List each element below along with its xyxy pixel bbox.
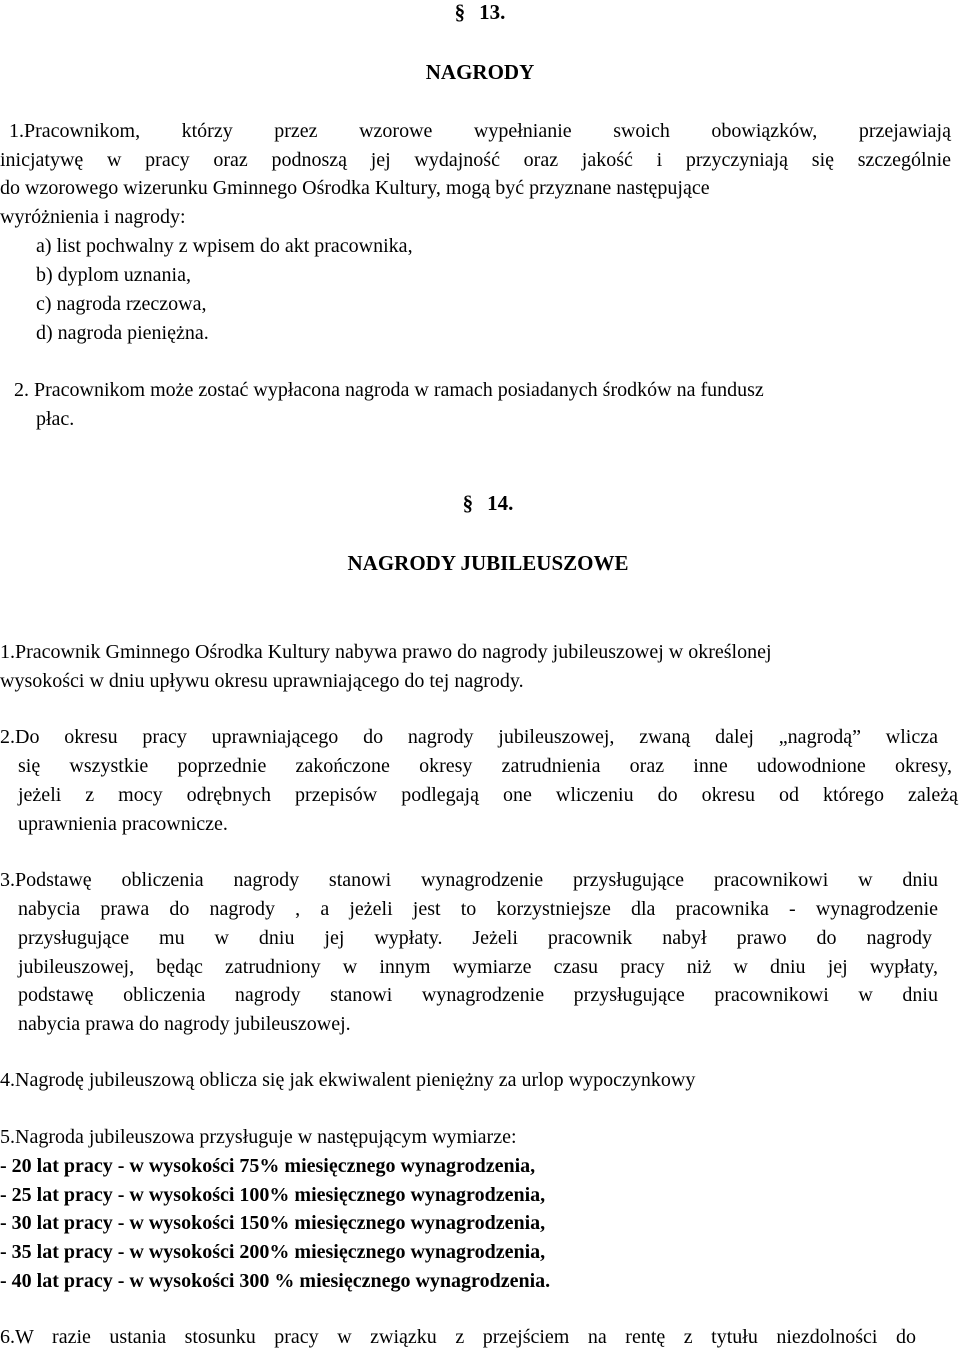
s14-p1-line-2: wysokości w dniu upływu okresu uprawniającego do tej nagrody. [0,670,524,692]
section-14-number: § 14. [462,491,514,515]
section-sign-icon: § [454,0,466,24]
tier-35-years: - 35 lat pracy - w wysokości 200% miesięcznego wynagrodzenia, [0,1241,546,1263]
s14-p2-line-4: uprawnienia pracownicze. [18,813,228,835]
s14-p2-line-1: 2.Do okresu pracy uprawniającego do nagrody jubileuszowej, zwaną dalej „nagrodą” wlicza [0,726,938,748]
s14-p3-line-4: jubileuszowej, będąc zatrudniony w innym wymiarze czasu pracy niż w dniu jej wypłaty, [18,956,938,978]
s14-p2-line-3: jeżeli z mocy odrębnych przepisów podlegają one wliczeniu do okresu od którego zależą [18,784,958,806]
list-item-b: b) dyplom uznania, [36,264,191,286]
s13-p2-line-2: płac. [36,408,75,430]
s14-p5-intro: 5.Nagroda jubileuszowa przysługuje w następującym wymiarze: [0,1126,517,1148]
s14-p3-line-2: nabycia prawa do nagrody , a jeżeli jest to korzystniejsze dla pracownika - wynagrodzenie [18,898,938,920]
tier-25-years: - 25 lat pracy - w wysokości 100% miesięcznego wynagrodzenia, [0,1184,546,1206]
s14-p6-line-1: 6.W razie ustania stosunku pracy w związku z przejściem na rentę z tytułu niezdolności do [0,1326,916,1348]
section-13-title: NAGRODY [425,60,535,84]
s13-p1-line-2: inicjatywę w pracy oraz podnoszą jej wydajność oraz jakość i przyczyniają się szczególnie [0,149,951,171]
s14-p3-line-1: 3.Podstawę obliczenia nagrody stanowi wynagrodzenie przysługujące pracownikowi w dniu [0,869,938,891]
s13-p1-line-1: 1.Pracownikom, którzy przez wzorowe wypełnianie swoich obowiązków, przejawiają [9,120,951,142]
list-item-d: d) nagroda pieniężna. [36,322,209,344]
section-14-title: NAGRODY JUBILEUSZOWE [347,551,629,575]
list-item-c: c) nagroda rzeczowa, [36,293,207,315]
s14-p1-line-1: 1.Pracownik Gminnego Ośrodka Kultury nabywa prawo do nagrody jubileuszowej w określonej [0,641,772,663]
tier-40-years: - 40 lat pracy - w wysokości 300 % miesięcznego wynagrodzenia. [0,1270,551,1292]
s14-p4-line-1: 4.Nagrodę jubileuszową oblicza się jak ekwiwalent pieniężny za urlop wypoczynkowy [0,1069,696,1091]
section-sign-icon: § [462,491,474,515]
s13-p2-line-1: 2. Pracownikom może zostać wypłacona nagroda w ramach posiadanych środków na fundusz [14,379,764,401]
s14-p3-line-5: podstawę obliczenia nagrody stanowi wynagrodzenie przysługujące pracownikowi w dniu [18,984,938,1006]
tier-30-years: - 30 lat pracy - w wysokości 150% miesięcznego wynagrodzenia, [0,1212,546,1234]
section-13-number: § 13. [454,0,506,24]
s13-p1-line-3: do wzorowego wizerunku Gminnego Ośrodka Kultury, mogą być przyznane następujące [0,177,710,199]
tier-20-years: - 20 lat pracy - w wysokości 75% miesięcznego wynagrodzenia, [0,1155,536,1177]
list-item-a: a) list pochwalny z wpisem do akt pracownika, [36,235,413,257]
s14-p3-line-3: przysługujące mu w dniu jej wypłaty. Jeżeli pracownik nabył prawo do nagrody [18,927,932,949]
s13-p1-line-4: wyróżnienia i nagrody: [0,206,186,228]
s14-p3-line-6: nabycia prawa do nagrody jubileuszowej. [18,1013,351,1035]
s14-p2-line-2: się wszystkie poprzednie zakończone okresy zatrudnienia oraz inne udowodnione okresy, [18,755,952,777]
